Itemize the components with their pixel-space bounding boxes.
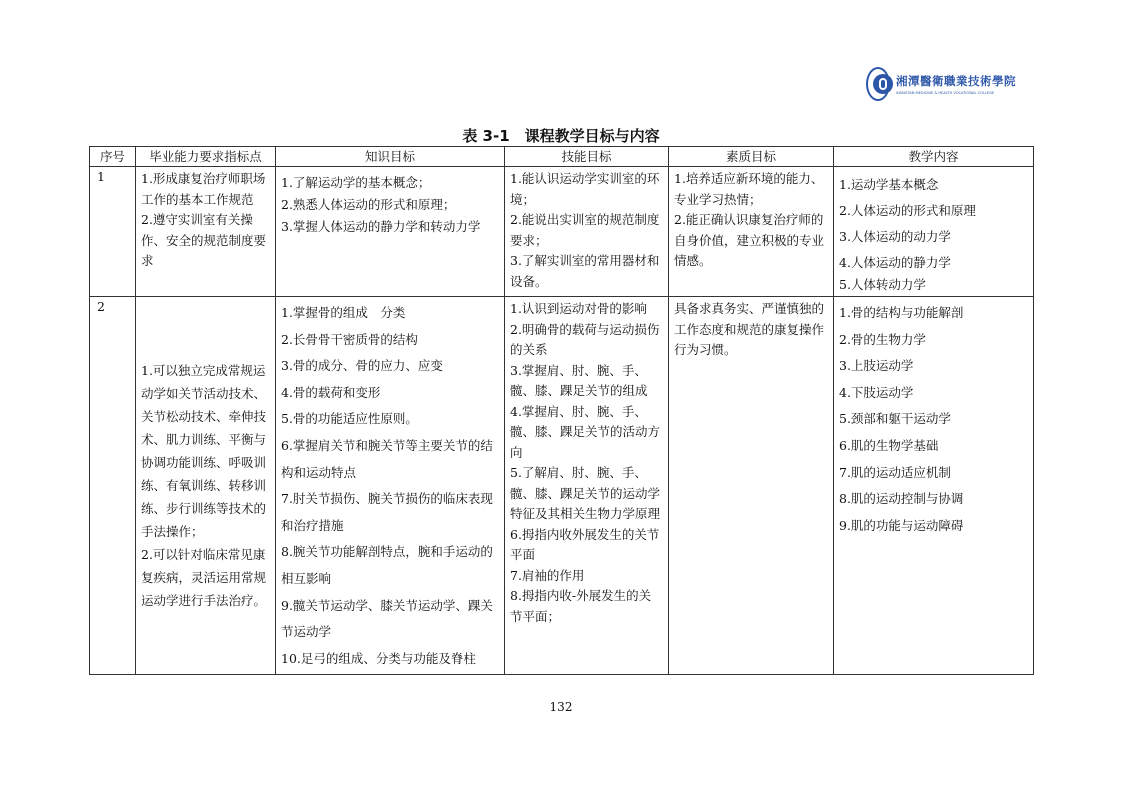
list-item: 1.掌握骨的组成 分类 (281, 305, 406, 320)
list-item: 4.掌握肩、肘、腕、手、髋、膝、踝足关节的活动方向 (510, 403, 661, 460)
list-item: 3.上肢运动学 (839, 358, 914, 374)
course-objectives-table (89, 146, 1034, 675)
list-item: 4.骨的载荷和变形 (281, 384, 381, 400)
list-item: 1.认识到运动对骨的影响 (510, 301, 647, 316)
list-item: 8.拇指内收-外展发生的关节平面； (510, 588, 652, 624)
list-item: 7.肘关节损伤、腕关节损伤的临床表现和治疗措施 (281, 491, 493, 533)
table-row (90, 297, 1034, 675)
list-item: 1.骨的结构与功能解剖 (839, 305, 964, 320)
cell-quality (669, 297, 834, 675)
list-item: 8.腕关节功能解剖特点，腕和手运动的相互影响 (281, 544, 493, 586)
list-item: 5.人体转动力学 (839, 277, 926, 292)
cell-ability (136, 167, 276, 297)
list-item: 2.骨的生物力学 (839, 331, 926, 347)
cell-content (834, 297, 1034, 675)
school-emblem-icon (866, 67, 890, 101)
list-item: 6.肌的生物学基础 (839, 437, 939, 453)
list-item: 1.运动学基本概念 (839, 177, 939, 192)
list-item: 1.培养适应新环境的能力、专业学习热情； (674, 171, 824, 207)
list-item: 3.了解实训室的常用器材和设备。 (510, 253, 660, 289)
col-header-seq: 序号 (90, 147, 136, 167)
cell-content (834, 167, 1034, 297)
table-title: 表 3-1 课程教学目标与内容 (462, 127, 660, 145)
cell-quality (669, 167, 834, 297)
list-item: 10.足弓的组成、分类与功能及脊柱 (281, 650, 476, 666)
school-name (896, 73, 1016, 95)
cell-seq: 2 (90, 297, 136, 675)
list-item: 3.人体运动的动力学 (839, 229, 951, 244)
list-item: 6.拇指内收外展发生的关节平面 (510, 526, 660, 562)
list-item: 5.颈部和躯干运动学 (839, 411, 951, 427)
list-item: 2.人体运动的形式和原理 (839, 203, 976, 218)
list-item: 5.了解肩、肘、腕、手、髋、膝、踝足关节的运动学特征及其相关生物力学原理 (510, 465, 661, 521)
list-item: 7.肌的运动适应机制 (839, 464, 951, 480)
col-header-knowledge: 知识目标 (276, 147, 505, 167)
list-item: 1.形成康复治疗师职场工作的基本工作规范 (141, 171, 266, 207)
list-item: 4.人体运动的静力学 (839, 255, 951, 270)
list-item: 3.掌握人体运动的静力学和转动力学 (281, 219, 481, 234)
list-item: 1.能认识运动学实训室的环境； (510, 171, 660, 207)
list-item: 2.熟悉人体运动的形式和原理； (281, 197, 456, 212)
list-item: 2.长骨骨干密质骨的结构 (281, 331, 418, 347)
list-item: 2.能正确认识康复治疗师的自身价值，建立积极的专业情感。 (674, 212, 825, 268)
cell-knowledge (276, 167, 505, 297)
list-item: 8.肌的运动控制与协调 (839, 491, 964, 507)
cell-skill (505, 297, 669, 675)
cell-skill (505, 167, 669, 297)
list-item: 7.肩袖的作用 (510, 567, 585, 583)
list-item: 1.了解运动学的基本概念； (281, 175, 431, 190)
table-row (90, 167, 1034, 297)
list-item: 4.下肢运动学 (839, 384, 914, 400)
list-item: 2.能说出实训室的规范制度要求； (510, 212, 660, 248)
page-number: 132 (549, 700, 573, 714)
list-item: 5.骨的功能适应性原则。 (281, 411, 418, 427)
list-item: 2.可以针对临床常见康复疾病，灵活运用常规运动学进行手法治疗。 (141, 547, 267, 609)
school-logo (866, 66, 1016, 102)
col-header-ability: 毕业能力要求指标点 (136, 147, 276, 167)
list-item: 2.遵守实训室有关操作、安全的规范制度要求 (141, 212, 267, 268)
list-item: 2.明确骨的载荷与运动损伤的关系 (510, 321, 660, 357)
cell-ability (136, 297, 276, 675)
cell-knowledge (276, 297, 505, 675)
school-name-cn: 湘潭醫衛職業技術學院 (896, 74, 1016, 88)
col-header-content: 教学内容 (834, 147, 1034, 167)
table-header-row (90, 147, 1034, 167)
school-name-en: XIANGTAN MEDICINE & HEALTH VOCATIONAL COLLEGE (896, 91, 995, 95)
list-item: 3.掌握肩、肘、腕、手、髋、膝、踝足关节的组成 (510, 362, 648, 398)
list-item: 9.肌的功能与运动障碍 (839, 517, 964, 533)
col-header-quality: 素质目标 (669, 147, 834, 167)
list-item: 具备求真务实、严谨慎独的工作态度和规范的康复操作行为习惯。 (674, 301, 825, 357)
col-header-skill: 技能目标 (505, 147, 669, 167)
list-item: 6.掌握肩关节和腕关节等主要关节的结构和运动特点 (281, 437, 493, 480)
list-item: 9.髋关节运动学、膝关节运动学、踝关节运动学 (281, 597, 493, 640)
list-item: 3.骨的成分、骨的应力、应变 (281, 358, 443, 374)
cell-seq: 1 (90, 167, 136, 297)
list-item: 1.可以独立完成常规运动学如关节活动技术、关节松动技术、牵伸技术、肌力训练、平衡与协调功能训练、呼吸训练、有氧训练、转移训练、步行训练等技术的手法操作； (141, 363, 267, 540)
